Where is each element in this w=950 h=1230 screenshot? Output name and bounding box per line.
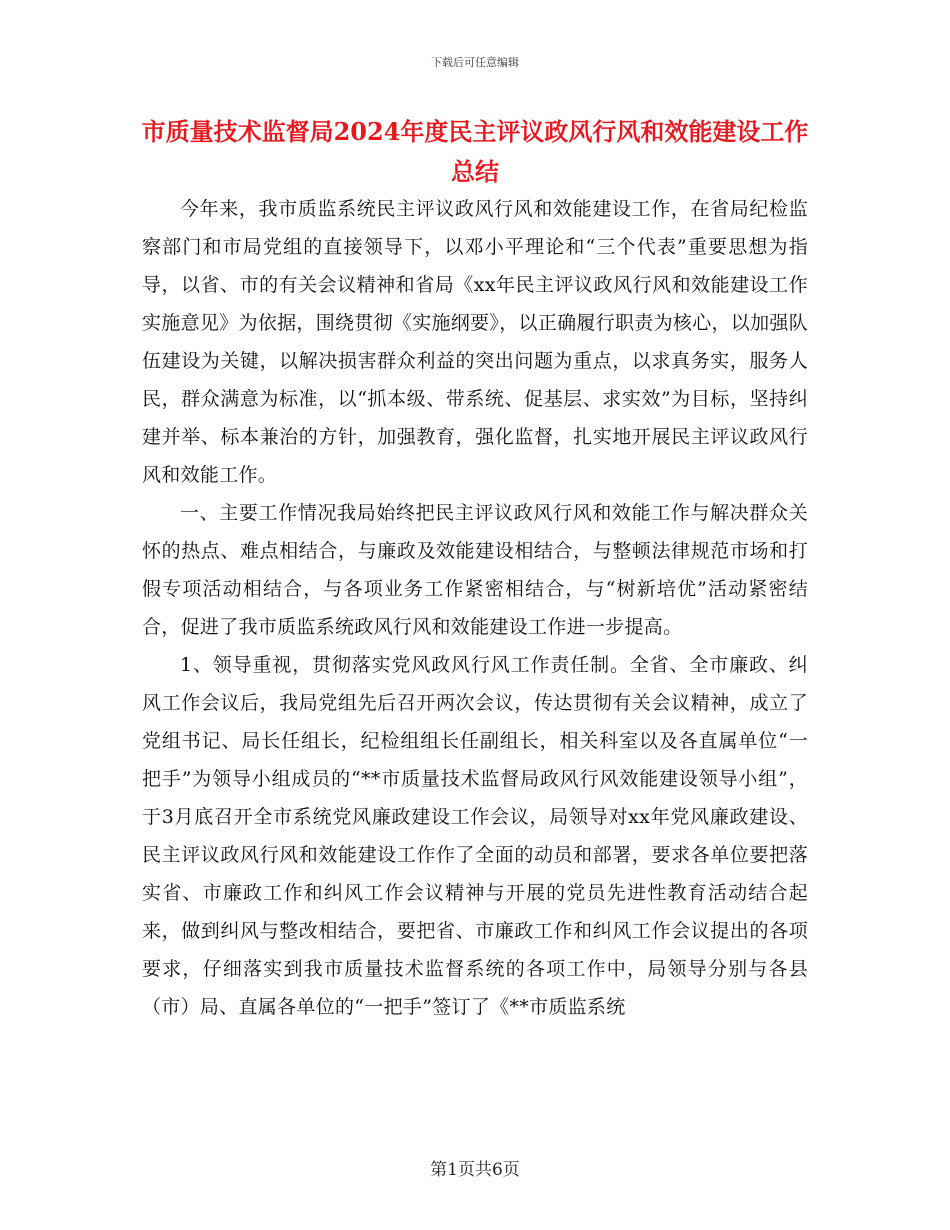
paragraph-intro: 今年来，我市质监系统民主评议政风行风和效能建设工作，在省局纪检监察部门和市局党组的直接领导下，以邓小平理论和“三个代表”重要思想为指导，以省、市的有关会议精神和省局《xx年民主评议政风行风和效能建设工作实施意见》为依据，围绕贯彻《实施纲要》，以正确履行职责为核心，以加强队伍建设为关键，以解决损害群众利益的突出问题为重点，以求真务实，服务人民，群众满意为标准，以“抓本级、带系统、促基层、求实效”为目标，坚持纠建并举、标本兼治的方针，加强教育，强化监督，扎实地开展民主评议政风行风和效能工作。 <box>142 198 809 486</box>
page-footer: 第1页共6页 <box>430 1160 520 1180</box>
paragraph-section-1: 一、主要工作情况我局始终把民主评议政风行风和效能工作与解决群众关怀的热点、难点相结合，与廉政及效能建设相结合，与整顿法律规范市场和打假专项活动相结合，与各项业务工作紧密相结合，与“树新培优”活动紧密结合，促进了我市质监系统政风行风和效能建设工作进一步提高。 <box>142 502 808 638</box>
document-body <box>142 190 808 1026</box>
paragraph-item-1: 1、领导重视，贯彻落实党风政风行风工作责任制。全省、全市廉政、纠风工作会议后，我局党组先后召开两次会议，传达贯彻有关会议精神，成立了党组书记、局长任组长，纪检组组长任副组长，相关科室以及各直属单位“一把手”为领导小组成员的“**市质量技术监督局政风行风效能建设领导小组”，于3月底召开全市系统党风廉政建设工作会议，局领导对xx年党风廉政建设、民主评议政风行风和效能建设工作作了全面的动员和部署，要求各单位要把落实省、市廉政工作和纠风工作会议精神与开展的党员先进性教育活动结合起来，做到纠风与整改相结合，要把省、市廉政工作和纠风工作会议提出的各项要求，仔细落实到我市质量技术监督系统的各项工作中，局领导分别与各县（市）局、直属各单位的“一把手”签订了《**市质监系统 <box>142 654 808 1018</box>
document-title: 市质量技术监督局2024年度民主评议政风行风和效能建设工作总结 <box>141 117 809 186</box>
header-note: 下载后可任意编辑 <box>431 56 519 69</box>
